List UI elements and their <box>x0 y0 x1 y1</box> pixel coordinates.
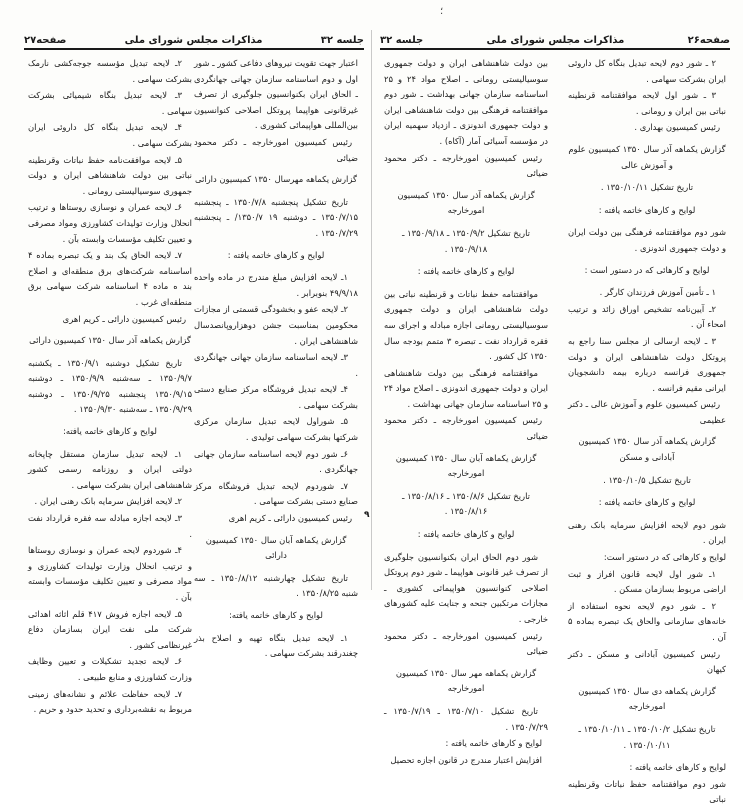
paragraph: لوایح و کارهائی که در دستور است: <box>603 552 726 563</box>
paragraph: ۶ـ شور دوم لایحه اساسنامه سازمان جهانی جهانگردی . <box>194 448 358 475</box>
section-heading: لوایح و کارهائی که در دستور است : <box>584 264 710 275</box>
running-title: مذاکرات مجلس شورای ملی <box>486 35 625 46</box>
signature-line: رئیس کمیسیون امورخارجه ـ دکتر محمود ضیائی <box>384 630 548 657</box>
paragraph: ۳ـ لایحه اجازه مبادله سه فقره قرارداد نفت . <box>28 513 192 539</box>
signature-line: رئیس کمیسیون دارائی ـ کریم اهری <box>62 313 186 324</box>
paragraph: موافقتنامه فرهنگی بین دولت شاهنشاهی ایران و دولت جمهوری اندونزی ـ اصلاح مواد ۲۴ و ۲۵ اساسنامه سازمان جهانی بهداشت . <box>384 367 548 409</box>
paragraph: ۴ـ لایحه تبدیل فروشگاه مرکز صنایع دستی بشرکت سهامی . <box>194 384 358 410</box>
paragraph: لوایح و کارهای خاتمه یافته : <box>629 762 726 773</box>
paragraph: شور دوم الحاق ایران بکنوانسیون جلوگیری از تصرف غیر قانونی هواپیما ـ شور دوم پروتکل اصلاحی کنوانسیون هواپیمائی کشوری ـ مجازات مرتکبین جنحه و جنایت علیه کشورهای خارجی . <box>384 551 548 624</box>
session-label: جلسه ۳۲ <box>380 35 424 46</box>
paragraph: ۵ـ شوراول لایحه تبدیل سازمان مرکزی شرکتها بشرکت سهامی تولیدی . <box>194 416 358 443</box>
section-heading: لوایح و کارهای خاتمه یافته : <box>417 529 515 540</box>
paragraph: ۱ـ شور اول لایحه قانون افراز و ثبت اراضی مربوط بسازمان مسکن . <box>568 568 726 595</box>
paragraph: بین دولت شاهنشاهی ایران و دولت جمهوری سوسیالیستی رومانی ـ اصلاح مواد ۲۴ و ۲۵ اساسنامه سازمان جهانی بهداشت ـ شور دوم موافقتنامه فرهنگی بین دولت شاهنشاهی ایران و دولت جمهوری اندونزی ـ ازدیاد سهمیه ایران در مؤسسه آسیائی آمار (آکاه) . <box>384 58 548 146</box>
section-heading: تاریخ تشکیل ۱۳۵۰/۱۰/۵ . <box>603 474 691 485</box>
paragraph: شور دوم لایحه افزایش سرمایه بانک رهنی ایران . <box>568 519 726 546</box>
paragraph: ۳ـ لایحه تبدیل بنگاه شیمیائی بشرکت سهامی . <box>28 90 192 116</box>
paragraph: ۳ ـ شور اول لایحه موافقتنامه قرنطینه نباتی بین ایران و رومانی . <box>568 90 726 116</box>
header-rule <box>24 48 364 50</box>
paragraph: ۲ـ لایحه تبدیل مؤسسه جوجه‌کشی نارمک بشرکت سهامی . <box>28 58 192 84</box>
left-page-left-column <box>28 56 192 719</box>
left-page-header <box>24 30 364 46</box>
paragraph: شور دوم موافقتنامه حفظ نباتات وقرنطینه نباتی <box>568 778 726 805</box>
paragraph: تاریخ تشکیل پنجشنبه ۱۳۵۰/۷/۸ ـ پنجشنبه ۱۳۵۰/۷/۱۵ ـ دوشنبه ۱۹ ۱۳۵۰/۷/ ـ پنجشنبه ۱۳۵۰/۷/۲۹ . <box>194 196 358 238</box>
paragraph: ۴ـ شوردوم لایحه عمران و نوسازی روستاها و ترتیب انحلال وزارت تولیدات کشاورزی و مواد مصرفی و تعیین تکلیف مؤسسات وابسته بآن . <box>28 545 192 602</box>
stray-mark: ؛ <box>440 6 444 17</box>
page-number: صفحه۲۶ <box>687 35 730 46</box>
section-heading: تاریخ تشکیل ۱۳۵۰/۱۰/۲ ـ ۱۳۵۰/۱۰/۱۱ ـ ۱۳۵۰/۱۰/۱۱ . <box>578 723 716 750</box>
section-heading: گزارش یکماهه آذر سال ۱۳۵۰ کمیسیون امورخارجه <box>397 189 535 216</box>
header-rule <box>380 48 730 50</box>
paragraph: تاریخ تشکیل دوشنبه ۱۳۵۰/۹/۱ ـ یکشنبه ۱۳۵۰/۹/۷ ـ سه‌شنبه ۱۳۵۰/۹/۹ ـ دوشنبه ۱۳۵۰/۹/۱۵ پنجشنبه ۱۳۵۰/۹/۲۵ ـ دوشنبه ۱۳۵۰/۹/۲۹ ـ سه‌شنبه ۱۳۵۰/۹/۳۰ . <box>28 357 192 415</box>
paragraph: ۷ـ لایحه الحاق یک بند و یک تبصره بماده ۴ اساسنامه شرکت‌های برق منطقه‌ای و اصلاح بند ه ماده ۴ اساسنامه شرکت سهامی برق منطقه‌ای غرب . <box>28 250 192 307</box>
session-label: جلسه ۳۲ <box>320 35 364 46</box>
signature-line: رئیس کمیسیون امورخارجه ـ دکتر محمود ضیائی <box>384 152 548 179</box>
paragraph: تاریخ تشکیل ۱۳۵۰/۷/۱۰ ـ ۱۳۵۰/۷/۱۹ ـ ۱۳۵۰/۷/۲۹ . <box>384 705 548 732</box>
right-page-right-column <box>568 56 726 809</box>
section-heading: گزارش یکماهه آذر سال ۱۳۵۰ کمیسیون آبادانی و مسکن <box>578 436 716 463</box>
signature-line: رئیس کمیسیون آبادانی و مسکن ـ دکتر کیهان <box>568 648 726 675</box>
paragraph: ۲ ـ شور دوم لایحه نحوه استفاده از خانه‌های سازمانی والحاق یک تبصره بماده ۵ آن . <box>568 600 726 642</box>
section-heading: لوایح و کارهای خاتمه یافته : <box>598 497 696 508</box>
section-heading: تاریخ تشکیل ۱۳۵۰/۱۰/۱۱ . <box>600 182 694 193</box>
section-heading: لوایح و کارهای خاتمه یافته : <box>417 266 515 277</box>
signature-line: رئیس کمیسیون بهداری . <box>634 122 720 133</box>
section-heading: گزارش یکماهه مهرسال ۱۳۵۰ کمیسیون دارائی <box>195 174 357 185</box>
paragraph: ۲ ـ شور دوم لایحه تبدیل بنگاه کل داروئی ایران بشرکت سهامی . <box>568 58 726 84</box>
section-heading: گزارش یکماهه آذر سال ۱۳۵۰ کمیسیون علوم و آموزش عالی <box>568 143 726 170</box>
left-page <box>0 0 372 715</box>
signature-line: افزایش اعتبار مندرج در قانون اجازه تحصیل <box>390 754 542 765</box>
paragraph: تاریخ تشکیل چهارشنبه ۱۳۵۰/۸/۱۲ ـ سه شنبه ۱۳۵۰/۸/۲۵ . <box>194 572 358 599</box>
section-heading: لوایح و کارهای خاتمه یافته : <box>227 249 325 260</box>
section-heading: تاریخ تشکیل ۱۳۵۰/۹/۲ ـ ۱۳۵۰/۹/۱۸ ـ ۱۳۵۰/۹/۱۸ . <box>402 227 530 254</box>
running-title: مذاکرات مجلس شورای ملی <box>124 35 263 46</box>
section-heading: گزارش یکماهه مهر سال ۱۳۵۰ کمیسیون امورخارجه <box>395 667 537 694</box>
section-heading: گزارش یکماهه آذر سال ۱۳۵۰ کمیسیون دارائی <box>29 335 191 346</box>
section-heading: لوایح و کارهای خاتمه یافته : <box>598 204 696 215</box>
signature-line: لوایح و کارهای خاتمه یافته : <box>445 738 542 749</box>
paragraph: ۵ـ لایحه اجازه فروش ۴۱۷ قلم اثاثه اهدائی شرکت ملی نفت ایران بسازمان دفاع غیرنظامی کشور . <box>28 608 192 650</box>
paragraph: ۶ـ لایحه تجدید تشکیلات و تعیین وظایف وزارت کشاورزی و منابع طبیعی . <box>28 656 192 682</box>
paragraph: ۲ـ آیین‌نامه تشخیص اوراق زائد و ترتیب امحاء آن . <box>568 303 726 330</box>
paragraph: ۱ ـ تأمین آموزش فرزندان کارگر . <box>599 287 716 298</box>
paragraph: ۷ـ شوردوم لایحه تبدیل فروشگاه مرکز صنایع دستی بشرکت سهامی . <box>194 480 358 507</box>
section-heading: تاریخ تشکیل ۱۳۵۰/۸/۶ ـ ۱۳۵۰/۸/۱۶ ـ ۱۳۵۰/۸/۱۶ . <box>402 490 530 517</box>
signature-line: رئیس کمیسیون دارائی ـ کریم اهری <box>228 513 352 524</box>
signature-line: رئیس کمیسیون امورخارجه ـ دکتر محمود ضیائی <box>384 415 548 442</box>
paragraph: ۵ـ لایحه موافقت‌نامه حفظ نباتات وقرنطینه نباتی بین دولت شاهنشاهی ایران و دولت جمهوری سوسیالیستی رومانی . <box>28 154 192 196</box>
section-heading: گزارش یکماهه آبان سال ۱۳۵۰ کمیسیون دارائی <box>205 534 347 561</box>
right-page-header <box>380 30 730 46</box>
section-heading: گزارش یکماهه دی سال ۱۳۵۰ کمیسیون امورخارجه <box>578 685 716 712</box>
paragraph: ۴ـ لایحه تبدیل بنگاه کل داروئی ایران بشرکت سهامی . <box>28 122 192 148</box>
section-heading: لوایح و کارهای خاتمه یافته: <box>63 426 157 437</box>
paragraph: ۲ـ لایحه افزایش سرمایه بانک رهنی ایران . <box>34 496 182 507</box>
paragraph: ۱ـ لایحه تبدیل سازمان مستقل چاپخانه دولتی ایران و روزنامه رسمی کشور شاهنشاهی ایران بشرکت سهامی . <box>28 448 192 490</box>
paragraph: ۳ـ لایحه اساسنامه سازمان جهانی جهانگردی . <box>194 352 358 378</box>
paragraph: ۶ـ لایحه عمران و نوسازی روستاها و ترتیب انحلال وزارت تولیدات کشاورزی ومواد مصرفی و تعیین تکلیف مؤسسات وابسته بآن . <box>28 202 192 244</box>
paragraph: موافقتنامه حفظ نباتات و قرنطینه نباتی بین دولت شاهنشاهی ایران و دولت جمهوری سوسیالیستی رومانی اجازه مبادله و اجرای سه فقره قرارداد نفت ـ تبصره ۳ متمم بودجه سال ۱۳۵۰ کل کشور . <box>384 288 549 362</box>
page-number: صفحه۲۷ <box>24 35 67 46</box>
paragraph: ۱ـ لایحه افزایش مبلغ مندرج در ماده واحده ۴۹/۹/۱۸ بنوبرابر . <box>194 272 358 298</box>
paragraph: ۱ـ لایحه تبدیل بنگاه تهیه و اصلاح بذر چغندرقند بشرکت سهامی . <box>194 632 358 659</box>
left-page-right-column <box>194 56 358 663</box>
signature-line: رئیس کمیسیون امورخارجه ـ دکتر محمود ضیائی <box>194 136 358 163</box>
signature-line: رئیس کمیسیون علوم و آموزش عالی ـ دکتر عظیمی <box>568 399 726 425</box>
paragraph: ۳ ـ لایحه ارسالی از مجلس سنا راجع به پروتکل دولت شاهنشاهی ایران و دولت جمهوری فرانسه درباره بیمه دانشجویان ایرانی مقیم فرانسه . <box>568 335 726 393</box>
paragraph: ۲ـ لایحه عفو و بخشودگی قسمتی از مجازات محکومین بمناسبت جشن دوهزاروپانصدسال شاهنشاهی ایران . <box>194 304 358 346</box>
right-page-left-column <box>384 56 548 769</box>
right-page <box>372 0 743 805</box>
paragraph: اعتبار جهت تقویت نیروهای دفاعی کشور ـ شور اول و دوم اساسنامه سازمان جهانی جهانگردی ـ الحاق ایران بکنوانسیون جلوگیری از تصرف غیرقانونی هواپیما پروتکل اصلاحی کنوانسیون بین‌المللی هواپیمائی کشوری . <box>194 58 358 131</box>
paragraph: ۷ـ لایحه حفاظت علائم و نشانه‌های زمینی مربوط به نقشه‌برداری و تحدید حدود و حریم . <box>28 688 192 715</box>
margin-mark: ۹ <box>364 510 370 520</box>
section-heading: گزارش یکماهه آبان سال ۱۳۵۰ کمیسیون امورخارجه <box>395 452 537 479</box>
section-heading: لوایح و کارهای خاتمه یافته: <box>229 610 323 620</box>
paragraph: شور دوم موافقتنامه فرهنگی بین دولت ایران و دولت جمهوری اندونزی . <box>568 227 726 253</box>
